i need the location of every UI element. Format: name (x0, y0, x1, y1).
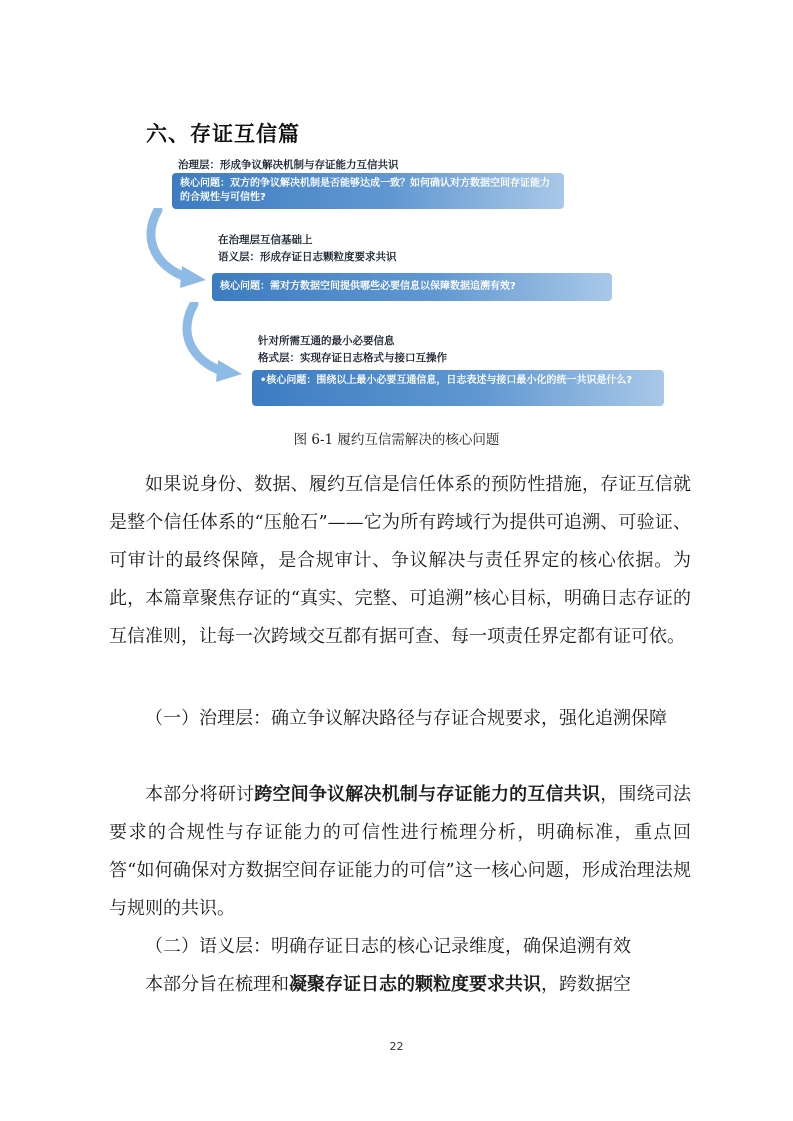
semantic-paragraph (109, 966, 691, 1004)
curved-arrow-icon (140, 208, 210, 288)
figure-caption: 图 6-1 履约互信需解决的核心问题 (293, 432, 500, 448)
text-run: 本部分将研讨 (145, 784, 255, 805)
format-layer-title: 格式层：实现存证日志格式与接口互操作 (258, 352, 447, 364)
semantic-layer-title: 语义层：形成存证日志颗粒度要求共识 (218, 251, 397, 263)
format-layer-pretext: 针对所需互通的最小必要信息 (258, 335, 395, 347)
text-run: 本部分旨在梳理和 (145, 974, 289, 995)
bold-text-run: 跨空间争议解决机制与存证能力的互信共识 (254, 784, 601, 805)
page-title: 六、存证互信篇 (146, 122, 300, 146)
bold-text-run: 凝聚存证日志的颗粒度要求共识 (289, 974, 541, 995)
text-run: ，围绕司法要求的合规性与存证能力的可信性进行梳理分析，明确标准，重点回答“如何确保对方数据空间存证能力的可信”这一核心问题，形成治理法规与规则的共识。 (109, 784, 692, 919)
semantic-layer-pretext: 在治理层互信基础上 (218, 234, 313, 246)
intro-paragraph: 如果说身份、数据、履约互信是信任体系的预防性措施，存证互信就是整个信任体系的“压舱石”——它为所有跨域行为提供可追溯、可验证、可审计的最终保障，是合规审计、争议解决与责任界定的核心依据。为此，本篇章聚焦存证的“真实、完整、可追溯”核心目标，明确日志存证的互信准则，让每一次跨域交互都有据可查、每一项责任界定都有证可依。 (109, 474, 691, 647)
section-heading-governance: （一）治理层：确立争议解决路径与存证合规要求，强化追溯保障 (145, 708, 667, 729)
figure-6-1 (140, 150, 670, 412)
governance-paragraph (109, 776, 691, 928)
semantic-issue-bar: 核心问题：需对方数据空间提供哪些必要信息以保障数据追溯有效? (212, 273, 612, 301)
governance-layer-title: 治理层：形成争议解决机制与存证能力互信共识 (178, 159, 399, 171)
format-issue-bar: •核心问题：围绕以上最小必要互通信息，日志表述与接口最小化的统一共识是什么? (252, 370, 664, 406)
page-number: 22 (389, 1040, 404, 1053)
curved-arrow-icon (176, 302, 246, 382)
section-heading-semantic: （二）语义层：明确存证日志的核心记录维度，确保追溯有效 (145, 936, 631, 957)
text-run: ，跨数据空 (541, 974, 631, 995)
governance-issue-bar: 核心问题：双方的争议解决机制是否能够达成一致？如何确认对方数据空间存证能力的合规性与可信性? (172, 173, 564, 209)
